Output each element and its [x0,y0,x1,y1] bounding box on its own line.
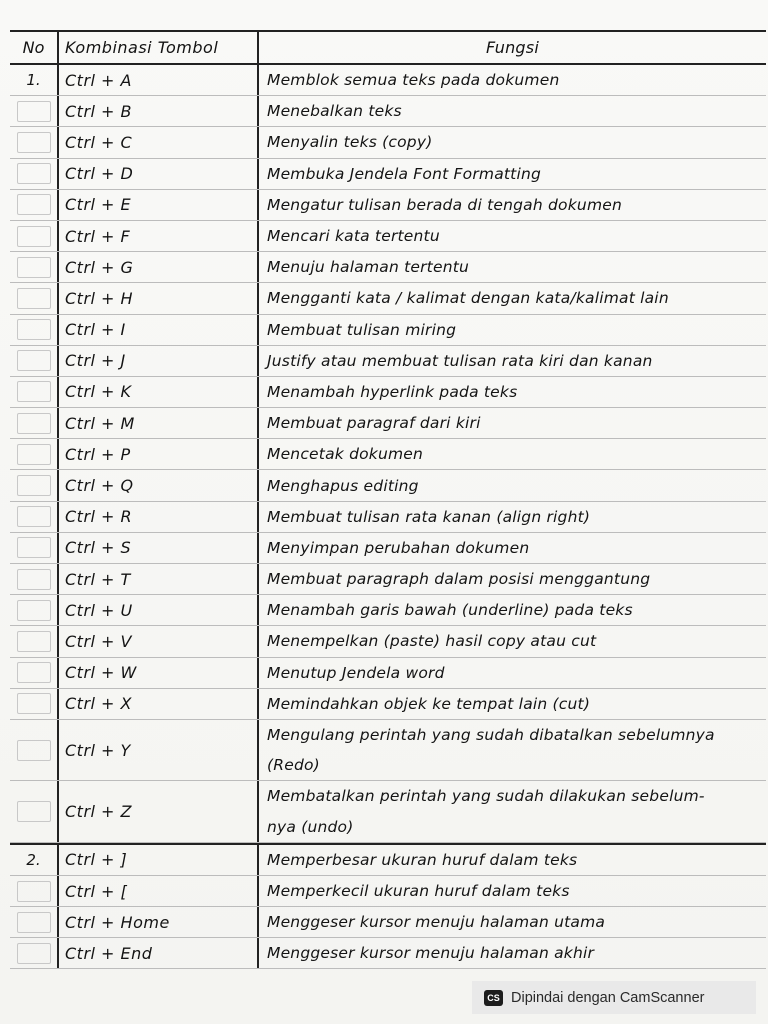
row-checkbox [17,257,51,278]
table-row [10,533,766,564]
table-row [10,876,766,907]
camscanner-text: Dipindai dengan CamScanner [511,989,705,1006]
row-function: Memperkecil ukuran huruf dalam teks [267,882,570,900]
row-key-combination: Ctrl + F [59,221,259,251]
row-checkbox [17,381,51,402]
row-checkbox [17,475,51,496]
table-row [10,346,766,377]
row-checkbox [17,801,51,822]
row-checkbox [17,319,51,340]
row-key-combination: Ctrl + I [59,315,259,345]
row-checkbox [17,912,51,933]
row-function: Menghapus editing [267,476,419,495]
row-number [10,533,59,563]
row-number [10,626,59,656]
function-line-2: (Redo) [267,756,320,775]
row-checkbox [17,288,51,309]
row-function: Mencari kata tertentu [267,227,440,246]
row-number [10,127,59,157]
table-row [10,564,766,595]
row-key-combination: Ctrl + Z [59,781,259,841]
row-function: Justify atau membuat tulisan rata kiri dan kanan [267,351,653,370]
row-number [10,781,59,841]
table-row [10,720,766,781]
row-number: 2. [10,845,59,875]
row-checkbox [17,194,51,215]
row-function: Menggeser kursor menuju halaman akhir [267,944,595,963]
table-row [10,221,766,252]
table-header [10,30,766,65]
row-function: Mengganti kata / kalimat dengan kata/kalimat lain [267,289,669,308]
row-number [10,346,59,376]
row-key-combination: Ctrl + D [59,159,259,189]
row-number [10,190,59,220]
row-checkbox [17,413,51,434]
row-key-combination: Ctrl + End [59,938,259,968]
row-number [10,876,59,906]
row-key-combination: Ctrl + Home [59,907,259,937]
row-key-combination: Ctrl + J [59,346,259,376]
row-key-combination: Ctrl + W [59,658,259,688]
row-function: Menambah hyperlink pada teks [267,382,518,401]
row-checkbox [17,600,51,621]
shortcut-table [10,30,766,969]
row-function: Mencetak dokumen [267,445,424,464]
header-function: Fungsi [486,38,539,57]
row-key-combination: Ctrl + C [59,127,259,157]
table-row [10,377,766,408]
row-checkbox [17,163,51,184]
row-number [10,252,59,282]
row-key-combination: Ctrl + K [59,377,259,407]
header-key-combination: Kombinasi Tombol [59,32,259,63]
row-checkbox [17,569,51,590]
row-function: Membuat paragraf dari kiri [267,414,481,433]
table-row [10,283,766,314]
row-key-combination: Ctrl + S [59,533,259,563]
table-row [10,470,766,501]
row-function: Membuat tulisan miring [267,320,457,339]
row-key-combination: Ctrl + B [59,96,259,126]
row-number [10,96,59,126]
row-function: Menuju halaman tertentu [267,258,470,277]
row-checkbox [17,226,51,247]
table-row [10,907,766,938]
camscanner-logo-icon: CS [484,990,503,1006]
row-function: Menebalkan teks [267,102,402,121]
row-checkbox [17,943,51,964]
row-key-combination: Ctrl + Y [59,720,259,780]
row-function: Membuat paragraph dalam posisi menggantung [267,570,651,589]
row-number: 1. [10,65,59,95]
row-number [10,377,59,407]
camscanner-watermark [472,981,756,1014]
row-function: Memperbesar ukuran huruf dalam teks [267,850,578,869]
row-number [10,408,59,438]
row-function: Memindahkan objek ke tempat lain (cut) [267,694,591,713]
row-key-combination: Ctrl + X [59,689,259,719]
row-function: Membuat tulisan rata kanan (align right) [267,507,591,526]
table-row [10,159,766,190]
header-no: No [10,32,59,63]
table-row [10,315,766,346]
row-key-combination: Ctrl + V [59,626,259,656]
row-number [10,159,59,189]
table-row [10,626,766,657]
row-function: Menggeser kursor menuju halaman utama [267,913,606,932]
row-number [10,907,59,937]
table-row [10,408,766,439]
row-number [10,283,59,313]
row-key-combination: Ctrl + H [59,283,259,313]
table-row [10,127,766,158]
row-checkbox [17,101,51,122]
row-number [10,595,59,625]
row-function: Mengatur tulisan berada di tengah dokumen [267,195,622,214]
row-number [10,502,59,532]
row-function: Menambah garis bawah (underline) pada teks [267,601,633,620]
row-checkbox [17,506,51,527]
table-row [10,96,766,127]
row-function: Membuka Jendela Font Formatting [267,164,542,183]
row-number [10,658,59,688]
row-key-combination: Ctrl + R [59,502,259,532]
row-checkbox [17,537,51,558]
row-checkbox [17,740,51,761]
row-number [10,689,59,719]
table-row [10,190,766,221]
table-row [10,502,766,533]
row-function: Menyimpan perubahan dokumen [267,538,530,557]
row-key-combination: Ctrl + Q [59,470,259,500]
table-row [10,439,766,470]
table-row [10,658,766,689]
row-function: Memblok semua teks pada dokumen [267,71,560,90]
row-checkbox [17,662,51,683]
row-number [10,938,59,968]
row-number [10,221,59,251]
row-function [259,720,766,780]
row-key-combination: Ctrl + G [59,252,259,282]
table-row [10,843,766,876]
table-row [10,781,766,842]
row-key-combination: Ctrl + ] [59,845,259,875]
row-checkbox [17,350,51,371]
row-checkbox [17,132,51,153]
row-function: Menutup Jendela word [267,663,445,682]
row-key-combination: Ctrl + U [59,595,259,625]
row-function: Menyalin teks (copy) [267,133,433,152]
table-row [10,65,766,96]
table-row [10,689,766,720]
row-key-combination: Ctrl + T [59,564,259,594]
table-row [10,938,766,969]
row-number [10,720,59,780]
row-checkbox [17,444,51,465]
function-line-1: Mengulang perintah yang sudah dibatalkan sebelumnya [267,726,715,745]
row-function: Menempelkan (paste) hasil copy atau cut [267,632,597,651]
table-row [10,252,766,283]
function-line-1: Membatalkan perintah yang sudah dilakukan sebelum- [267,787,705,806]
row-checkbox [17,693,51,714]
row-key-combination: Ctrl + P [59,439,259,469]
row-checkbox [17,631,51,652]
row-number [10,564,59,594]
row-function [259,781,766,841]
row-key-combination: Ctrl + [ [59,876,259,906]
function-line-2: nya (undo) [267,817,354,836]
row-number [10,315,59,345]
row-key-combination: Ctrl + E [59,190,259,220]
row-checkbox [17,881,51,902]
row-number [10,470,59,500]
row-key-combination: Ctrl + A [59,65,259,95]
row-number [10,439,59,469]
table-row [10,595,766,626]
row-key-combination: Ctrl + M [59,408,259,438]
